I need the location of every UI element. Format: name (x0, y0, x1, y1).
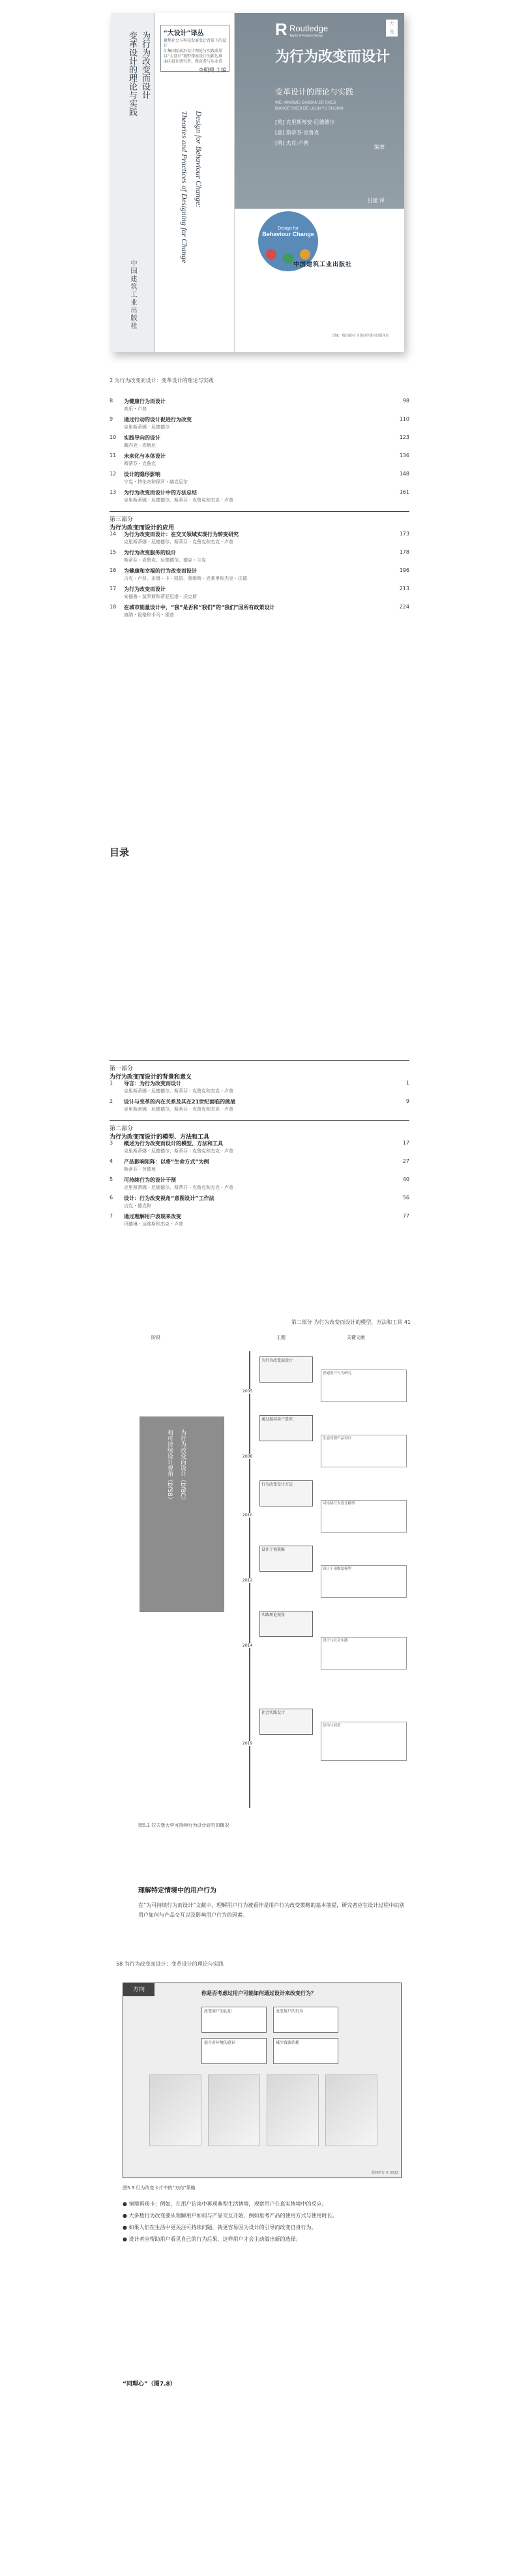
direction-page (0, 1956, 515, 2576)
lock-icon (266, 249, 276, 260)
series-lines: 聚焦社会与科技发展变迁背景下的设计 汇集国际前沿设计理论与实践成果 以“大设计”视野探索设计的新边界 面向设计研究者、教育者与从业者 (164, 38, 227, 64)
col-literature: 关键文献 (347, 1335, 365, 1340)
toc-item[interactable]: 4 产品影响矩阵：以将“生命方式”为例 斯蒂芬・劳德曼 27 (110, 1158, 409, 1172)
direction-question: 你是否考虑过用户可能如何通过设计来改变行为？ (201, 1990, 316, 1996)
theme-box: 社会实践设计 (259, 1709, 313, 1735)
year-label: 2005 (243, 1389, 253, 1394)
circle-label: Design for Behaviour Change (262, 226, 314, 237)
page-header: 2 为行为改变而设计：变革设计的理论与实践 (110, 378, 214, 383)
page-header: 第二部分 为行为改变而设计的模型、方法和工具 41 (291, 1319, 411, 1325)
spine-publisher: 中国建筑工业出版社 (129, 260, 136, 330)
front-cover-top: R Routledge Taylor & Francis Group 大 设 为行为改变而设计 变革设计的理论与实践 WEI XINGWEI GAIBIAN ER SHEJI BIANGE SHEJI DE LILUN YU SHIJIAN [英] 克里斯蒂安·尼德德尔 [意] 斯蒂芬·克鲁克 [荷] 杰克·卢普 编著 吕建 译 (235, 13, 404, 209)
bullet-item: ● 设计者应帮助用户看见自己的行为后果，这样用户才会主动做出新的选择。 (123, 2236, 301, 2242)
toc-item[interactable]: 17 为行为改变而设计 安德鲁・莫罗斯和蒂亚尼塔・沃克斯 213 (110, 586, 409, 599)
toc-item[interactable]: 14 为行为改变而设计：在交叉领域实现行为转变研究 克里斯蒂娜・尼德德尔、斯蒂芬・克鲁克和杰克・卢普 173 (110, 531, 409, 545)
product-photo (208, 2074, 260, 2146)
spine-title: 为行为改变而设计 变革设计的理论与实践 (127, 31, 150, 116)
figure-caption: 图5.1 拉夫堡大学可持续行为设计研究的概况 (138, 1823, 229, 1828)
bullet-item: ● 如果人们在生活中更关注可持续问题，就更容易因为设计的引导而改变自身行为。 (123, 2224, 317, 2230)
toc-item[interactable]: 9 通过行动的设计促进行为改变 克里斯蒂娜・尼德德尔 110 (110, 416, 409, 430)
series-badge: 大 设 (386, 20, 398, 37)
toc-item[interactable]: 1 导言：为行为改变而设计 克里斯蒂娜・尼德德尔、斯蒂芬・克鲁克和杰克・卢普 1 (110, 1080, 409, 1094)
figure-caption: 图5.3 行为改变卡片中的“方向”策略 (123, 2185, 196, 2191)
theme-box: 通过提高用户意识 (259, 1415, 313, 1441)
publisher-name: 中国建筑工业出版社 (293, 262, 353, 268)
part-heading: 第二部分 为行为改变而设计的模型、方法和工具 (110, 1120, 409, 1140)
toc-item[interactable]: 15 为行为改变服务的设计 斯蒂芬・克鲁克、尼德德尔、德克・兰克 178 (110, 549, 409, 563)
toc-item[interactable]: 3 概述为行为改变而设计的模型、方法和工具 克里斯蒂娜・尼德德尔、斯蒂芬・克鲁克和杰克・卢普 17 (110, 1140, 409, 1154)
book-spine (111, 13, 155, 352)
literature-box: 生态反馈产品设计 (321, 1435, 407, 1467)
literature-box: 设计干预维度模型 (321, 1565, 407, 1598)
year-label: 2008 (243, 1454, 253, 1459)
cover-authors: [英] 克里斯蒂安·尼德德尔 [意] 斯蒂芬·克鲁克 [荷] 杰克·卢普 (275, 119, 335, 146)
book-cover-zone (0, 0, 515, 365)
col-theme: 主题 (276, 1335, 286, 1340)
translator: 吕建 译 (367, 198, 385, 203)
theme-box: 设计干预策略 (259, 1546, 313, 1572)
series-editor: 李明理 主编 (198, 67, 226, 73)
publisher-note: 国家一级出版社 全国百佳图书出版单位 (332, 334, 389, 338)
car-icon (300, 249, 310, 260)
book-photo (111, 13, 404, 352)
year-label: 2014 (243, 1643, 253, 1648)
toc-item[interactable]: 11 未来化与本体设计 斯蒂芬・克鲁克 136 (110, 453, 409, 466)
series-box (160, 25, 229, 72)
people-icon (283, 253, 293, 263)
part-heading: 第三部分 为行为改变而设计的应用 (110, 511, 409, 531)
stage-box (140, 1416, 224, 1612)
toc-item[interactable]: 12 设计的隐形影响 宁克・特伦奇和保罗・赫克尼尔 148 (110, 471, 409, 485)
product-photo (267, 2074, 319, 2146)
front-cover-bottom (235, 209, 404, 352)
cover-subtitle: 变革设计的理论与实践 (275, 87, 354, 97)
cover-flap (155, 13, 235, 352)
empathy-heading: “同理心”（图7.8） (123, 2381, 176, 2388)
year-label: 2012 (243, 1578, 253, 1583)
col-stage: 阶段 (151, 1335, 160, 1340)
toc-item[interactable]: 13 为行为改变而设计中的方法总结 克里斯蒂娜・尼德德尔、斯蒂芬・克鲁克和杰克・卢普 161 (110, 489, 409, 503)
toc-item[interactable]: 16 为健康和幸福的行为改变而设计 吉克・卢普、由姆・卡・凯恩、曾姆斯・克莱里和杰克・沃德 196 (110, 567, 409, 581)
author-tag: 编著 (374, 144, 385, 150)
literature-box: 可持续行为设计模型 (321, 1500, 407, 1533)
toc-item[interactable]: 6 设计：行为改变视角“意图设计”工作法 吉克・德克和 56 (110, 1195, 409, 1208)
stage-box-text: 为行为改变而设计（DfBC） 和可持续设计视角（DfSB） (166, 1430, 186, 1503)
figure-page (0, 1317, 515, 1956)
strategy-box: 改变用户的认知 (201, 2007, 267, 2033)
literature-box: 总结与展望 (321, 1722, 407, 1761)
year-label: 2010 (243, 1513, 253, 1518)
toc-item[interactable]: 7 通过理解用户表现来改变 玛德琳・达维斯和杰克・卢普 77 (110, 1213, 409, 1227)
toc-list (110, 398, 409, 622)
toc-item[interactable]: 8 为健康行为而设计 高乐・卢普 98 (110, 398, 409, 412)
theme-box: 实践理论视角 (259, 1611, 313, 1637)
strategy-box: 提升对环境的意识 (201, 2038, 267, 2064)
contents-title: 目录 (110, 846, 130, 858)
direction-tab: 方向 (123, 1983, 154, 1996)
literature-box: 普通用户行为研究 (321, 1370, 407, 1402)
bullet-item: ● 大多数行为改变要从理解用户如何与产品交互开始，例如思考产品的使用方式与使用时长。 (123, 2213, 338, 2219)
section-title: 理解特定情境中的用户行为 (138, 1887, 216, 1895)
literature-box: 设计与社会实践 (321, 1637, 407, 1670)
direction-card-figure (123, 1983, 402, 2178)
product-photo (149, 2074, 201, 2146)
series-title: “大设计”译丛 (164, 30, 204, 37)
part-heading: 第一部分 为行为改变而设计的背景和意义 (110, 1060, 409, 1080)
toc-item[interactable]: 18 在城市能量设计中，“我”是否和“我们”的“我们”国所有政策设计 康纳・倪格和卡马・霍普 224 (110, 604, 409, 618)
bullet-list (123, 2199, 403, 2246)
toc-item[interactable]: 2 设计与变革的内在关系及其在21世纪面临的挑战 克里斯蒂娜・尼德德尔、斯蒂芬・克鲁克和杰克・卢普 9 (110, 1098, 409, 1112)
toc-continued-page (0, 365, 515, 691)
contents-list (110, 1056, 409, 1231)
bullet-item: ● 情境再现卡：例如，在用户访谈中再现典型生活情境，观察用户在真实情境中的反应。 (123, 2201, 327, 2207)
toc-item[interactable]: 10 实践导向的设计 戴内克・库斯尼 123 (110, 434, 409, 448)
contents-page (0, 691, 515, 1317)
page-header: 58 为行为改变而设计：变革设计的理论与实践 (116, 1961, 224, 1967)
cover-pinyin: WEI XINGWEI GAIBIAN ER SHEJI BIANGE SHEJI DE LILUN YU SHIJIAN (275, 101, 344, 111)
body-paragraph: 在“为可持续行为而设计”文献中，理解用户行为被看作是用户行为改变策略的基本前提，研究者应在设计过程中识别用户如何与产品交互以及影响用户行为的因素。 (138, 1902, 405, 1918)
strategy-box: 减少资源消耗 (273, 2038, 338, 2064)
copyright-note: 版权所有 © 2012 (372, 2171, 398, 2175)
theme-box: 为行为改变而设计 (259, 1356, 313, 1383)
strategy-box: 改变用户的行为 (273, 2007, 338, 2033)
theme-box: 行为改变设计方法 (259, 1480, 313, 1506)
year-label: 2019 (243, 1741, 253, 1746)
product-photo (325, 2074, 377, 2146)
logo-r-icon: R (275, 20, 287, 39)
cover-title: 为行为改变而设计 (275, 49, 390, 65)
toc-item[interactable]: 5 可持续行为的设计干预 克里斯蒂娜・尼德德尔、斯蒂芬・克鲁克和杰克・卢普 40 (110, 1176, 409, 1190)
vertical-english-title: Design for Behaviour Change: Theories and Practices of Designing for Change (180, 111, 203, 263)
front-cover (235, 13, 404, 352)
